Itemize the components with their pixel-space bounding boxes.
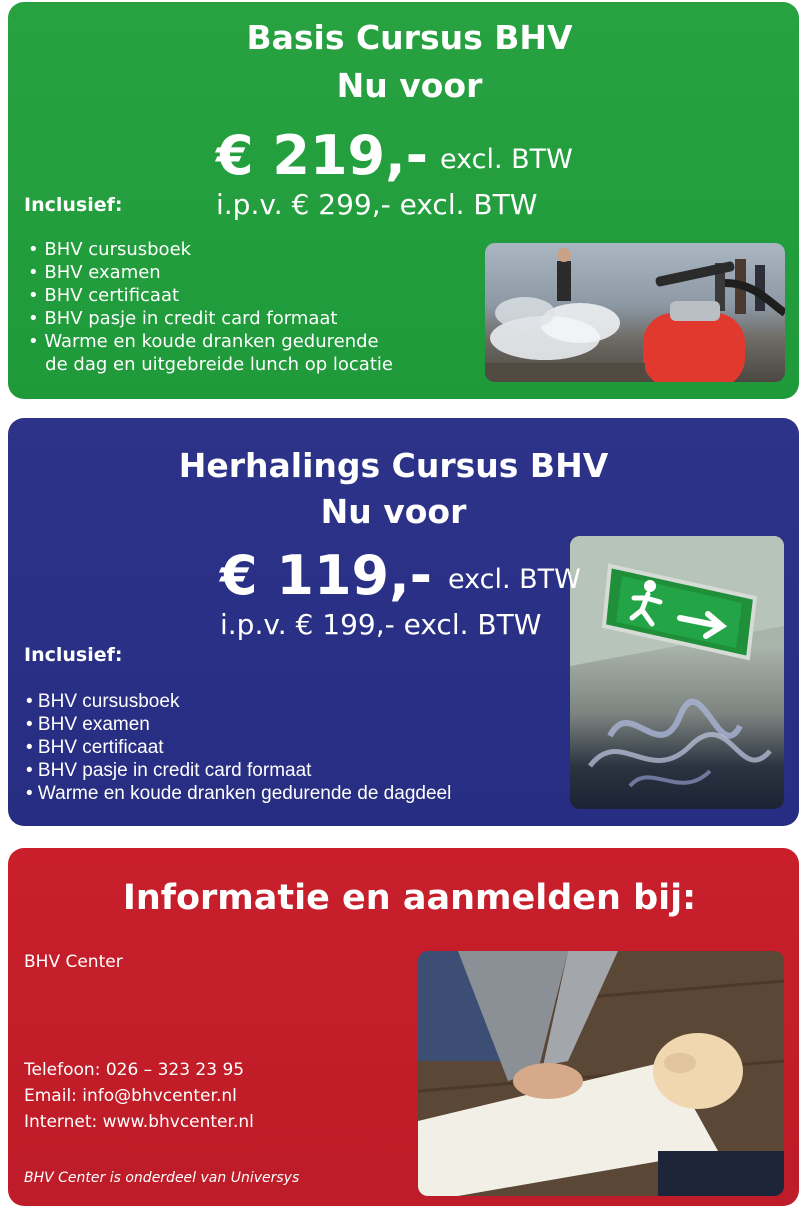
basis-course-included-list [28,238,393,376]
footer-note: BHV Center is onderdeel van Universys [24,1170,300,1186]
list-item: • BHV cursusboek [26,691,180,712]
herhalings-course-included-list [26,690,451,805]
herhalings-course-title: Herhalings Cursus BHV [178,446,609,485]
herhalings-course-price-note: excl. BTW [448,564,581,595]
contact-email-link[interactable]: Email: info@bhvcenter.nl [24,1086,237,1106]
herhalings-course-subtitle: Nu voor [320,492,467,531]
herhalings-course-price: € 119,- [220,544,433,607]
list-item: • Warme en koude dranken gedurende de dagdeel [26,783,452,804]
list-item: • BHV certificaat [28,285,180,306]
list-item: • BHV examen [28,262,161,283]
list-item: • BHV pasje in credit card formaat [28,308,338,329]
list-item: • BHV examen [26,714,150,735]
basis-course-inclusief-label: Inclusief: [24,194,123,216]
list-item: • BHV pasje in credit card formaat [26,760,312,781]
cpr-training-photo [418,951,784,1196]
basis-course-subtitle: Nu voor [336,66,483,105]
basis-course-old-price: i.p.v. € 299,- excl. BTW [216,188,538,221]
fire-extinguisher-icon [485,243,785,382]
contact-info-card [8,848,799,1206]
contact-phone: Telefoon: 026 – 323 23 95 [24,1060,245,1080]
basis-course-price: € 219,- [216,124,429,187]
list-item: • Warme en koude dranken gedurende [28,331,379,352]
emergency-exit-icon [570,536,784,809]
basis-course-card [8,2,799,399]
contact-website-link[interactable]: Internet: www.bhvcenter.nl [24,1112,254,1132]
herhalings-course-card [8,418,799,826]
basis-course-price-note: excl. BTW [440,144,573,175]
fire-extinguisher-training-photo [485,243,785,382]
basis-course-title: Basis Cursus BHV [246,18,573,57]
cpr-manikin-icon [418,951,784,1196]
emergency-exit-sign-smoke-photo [570,536,784,809]
list-item: de dag en uitgebreide lunch op locatie [28,354,393,375]
herhalings-course-inclusief-label: Inclusief: [24,644,123,666]
contact-info-title: Informatie en aanmelden bij: [122,878,697,918]
company-name: BHV Center [24,952,123,972]
herhalings-course-old-price: i.p.v. € 199,- excl. BTW [220,608,542,641]
list-item: • BHV cursusboek [28,239,192,260]
list-item: • BHV certificaat [26,737,164,758]
